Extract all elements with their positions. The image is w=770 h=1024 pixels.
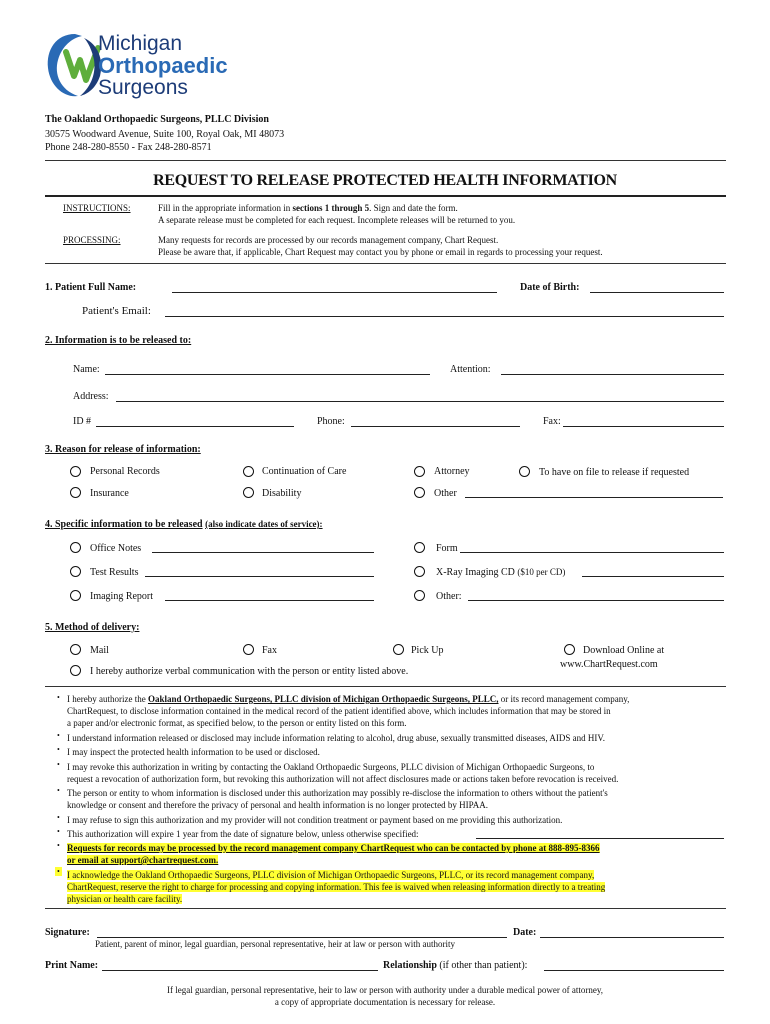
fax-label: Fax: xyxy=(543,416,561,427)
form-field[interactable] xyxy=(460,552,724,553)
divider xyxy=(45,195,726,197)
relationship-field[interactable] xyxy=(544,970,724,971)
divider xyxy=(45,263,726,264)
term-1-line1: I hereby authorize the Oakland Orthopaedic Surgeons, PLLC division of Michigan Orthopaedic Surgeons, PLLC, or its record management company, xyxy=(67,694,630,704)
attention-field[interactable] xyxy=(501,374,724,375)
bullet: • xyxy=(57,813,60,822)
insurance-radio[interactable] xyxy=(70,487,81,498)
sign-date-field[interactable] xyxy=(540,937,724,938)
bullet: • xyxy=(57,786,60,795)
fax-delivery-label: Fax xyxy=(262,645,277,656)
continuation-of-care-label: Continuation of Care xyxy=(262,466,347,477)
term-1-line2: ChartRequest, to disclose information contained in the medical record of the patient identified above, which includes information that may be stored in xyxy=(67,706,611,716)
section4-heading: 4. Specific information to be released (also indicate dates of service): xyxy=(45,519,323,530)
attention-label: Attention: xyxy=(450,364,491,375)
download-label-1: Download Online at xyxy=(583,645,665,656)
processing-line1: Many requests for records are processed by our records management company, Chart Request. xyxy=(158,235,499,245)
imaging-report-radio[interactable] xyxy=(70,590,81,601)
divider xyxy=(45,160,726,161)
section2-label: 2. Information is to be released to: xyxy=(45,335,192,346)
division-name: The Oakland Orthopaedic Surgeons, PLLC Division xyxy=(45,114,269,125)
dob-label: Date of Birth: xyxy=(520,282,580,293)
term-4-line1: I may revoke this authorization in writing by contacting the Oakland Orthopaedic Surgeons, PLLC division of Michigan Orthopaedic Surgeons, to xyxy=(67,762,595,772)
disability-radio[interactable] xyxy=(243,487,254,498)
download-radio[interactable] xyxy=(564,644,575,655)
test-results-radio[interactable] xyxy=(70,566,81,577)
patient-name-label: 1. Patient Full Name: xyxy=(45,282,137,293)
sign-date-label: Date: xyxy=(513,927,537,938)
term-5-line1: The person or entity to whom information is disclosed under this authorization may possibly re-disclose the information to others without the patient's xyxy=(67,788,608,798)
footer-line2: a copy of appropriate documentation is necessary for release. xyxy=(274,997,496,1007)
processing-label: PROCESSING: xyxy=(63,235,121,245)
on-file-label: To have on file to release if requested xyxy=(539,467,690,478)
instructions-line2: A separate release must be completed for each request. Incomplete releases will be returned to you. xyxy=(158,215,516,225)
logo-line1: Michigan xyxy=(98,32,183,55)
reason-other-label: Other xyxy=(434,488,457,499)
office-notes-label: Office Notes xyxy=(90,543,142,554)
pickup-radio[interactable] xyxy=(393,644,404,655)
logo-line2: Orthopaedic xyxy=(98,53,228,78)
section3-label: 3. Reason for release of information: xyxy=(45,444,201,455)
verbal-auth-label: I hereby authorize verbal communication with the person or entity listed above. xyxy=(90,666,409,677)
patient-email-label: Patient's Email: xyxy=(82,305,151,317)
term-1-line3: a paper and/or electronic format, as specified below, to the person or entity listed on this form. xyxy=(67,718,407,728)
reason-other-field[interactable] xyxy=(465,497,723,498)
divider xyxy=(45,908,726,909)
recipient-name-field[interactable] xyxy=(105,374,430,375)
term-4-line2: request a revocation of authorization form, but revoking this authorization will not affect disclosures made or actions taken before revocation is received. xyxy=(67,774,619,784)
attorney-radio[interactable] xyxy=(414,466,425,477)
id-label: ID # xyxy=(73,416,92,427)
fax-radio[interactable] xyxy=(243,644,254,655)
personal-records-radio[interactable] xyxy=(70,466,81,477)
attorney-label: Attorney xyxy=(434,466,470,477)
fax-field[interactable] xyxy=(563,426,724,427)
mail-label: Mail xyxy=(90,645,109,656)
signature-sub: Patient, parent of minor, legal guardian, personal representative, heir at law or person with authority xyxy=(95,939,456,949)
phone-fax: Phone 248-280-8550 - Fax 248-280-8571 xyxy=(45,142,212,153)
divider xyxy=(45,686,726,687)
disability-label: Disability xyxy=(262,488,302,499)
term-8-line1: Requests for records may be processed by the record management company ChartRequest who can be contacted by phone at 888-895-8366 xyxy=(67,843,600,853)
pickup-label: Pick Up xyxy=(411,645,444,656)
phone-field[interactable] xyxy=(351,426,520,427)
page-title: REQUEST TO RELEASE PROTECTED HEALTH INFORMATION xyxy=(153,172,617,189)
term-9-line3: physician or health care facility. xyxy=(67,894,183,904)
info-other-field[interactable] xyxy=(468,600,724,601)
term-9-line2: ChartRequest, reserve the right to charge for processing and copying information. This fee is waived when releasing information directly to a treating xyxy=(67,882,606,892)
verbal-auth-radio[interactable] xyxy=(70,665,81,676)
mail-radio[interactable] xyxy=(70,644,81,655)
processing-line2: Please be aware that, if applicable, Chart Request may contact you by phone or email in regards to processing your request. xyxy=(158,247,603,257)
bullet: • xyxy=(57,693,60,702)
test-results-label: Test Results xyxy=(90,567,139,578)
instructions-label: INSTRUCTIONS: xyxy=(63,203,131,213)
term-8-line2: or email at support@chartrequest.com. xyxy=(67,855,219,865)
office-notes-field[interactable] xyxy=(152,552,374,553)
id-field[interactable] xyxy=(96,426,294,427)
address: 30575 Woodward Avenue, Suite 100, Royal Oak, MI 48073 xyxy=(45,129,285,140)
download-label-2: www.ChartRequest.com xyxy=(560,659,658,670)
xray-cd-field[interactable] xyxy=(582,576,724,577)
term-2: I understand information released or disclosed may include information relating to alcohol, drug abuse, sexually transmitted diseases, AIDS and HIV. xyxy=(67,733,605,743)
term-3: I may inspect the protected health information to be used or disclosed. xyxy=(67,747,320,757)
term-6: I may refuse to sign this authorization and my provider will not condition treatment or payment based on me providing this authorization. xyxy=(67,815,563,825)
bullet: • xyxy=(57,827,60,836)
form-label: Form xyxy=(436,543,458,554)
term-5-line2: knowledge or consent and therefore the privacy of personal and health information is no longer protected by HIPAA. xyxy=(67,800,489,810)
xray-cd-radio[interactable] xyxy=(414,566,425,577)
recipient-address-field[interactable] xyxy=(116,401,724,402)
address-label: Address: xyxy=(73,391,109,402)
print-name-field[interactable] xyxy=(102,970,378,971)
section5-label: 5. Method of delivery: xyxy=(45,622,140,633)
bullet: • xyxy=(57,745,60,754)
info-other-label: Other: xyxy=(436,591,462,602)
recipient-name-label: Name: xyxy=(73,364,100,375)
dob-field[interactable] xyxy=(590,292,724,293)
imaging-report-field[interactable] xyxy=(165,600,374,601)
bullet: • xyxy=(57,841,60,850)
instructions-line1: Fill in the appropriate information in sections 1 through 5. Sign and date the form. xyxy=(158,203,458,213)
logo-mark-icon xyxy=(44,30,106,102)
term-9-line1: I acknowledge the Oakland Orthopaedic Surgeons, PLLC division of Michigan Orthopaedic Surgeons, PLLC, or its record management company, xyxy=(67,870,595,880)
info-other-radio[interactable] xyxy=(414,590,425,601)
personal-records-label: Personal Records xyxy=(90,466,160,477)
signature-field[interactable] xyxy=(97,937,507,938)
signature-label: Signature: xyxy=(45,927,90,938)
term-7: This authorization will expire 1 year from the date of signature below, unless otherwise specified: xyxy=(67,829,419,839)
bullet: • xyxy=(57,760,60,769)
office-notes-radio[interactable] xyxy=(70,542,81,553)
relationship-label: Relationship (if other than patient): xyxy=(383,960,528,971)
footer-line1: If legal guardian, personal representative, heir to law or person with authority under a durable medical power of attorney, xyxy=(166,985,603,995)
bullet: • xyxy=(57,731,60,740)
logo xyxy=(44,30,254,102)
on-file-radio[interactable] xyxy=(519,466,530,477)
logo-line3: Surgeons xyxy=(98,76,188,99)
insurance-label: Insurance xyxy=(90,488,129,499)
continuation-of-care-radio[interactable] xyxy=(243,466,254,477)
test-results-field[interactable] xyxy=(145,576,374,577)
expiration-field[interactable] xyxy=(476,838,724,839)
xray-cd-label: X-Ray Imaging CD ($10 per CD) xyxy=(436,567,566,578)
patient-email-field[interactable] xyxy=(165,316,724,317)
print-name-label: Print Name: xyxy=(45,960,99,971)
phone-label: Phone: xyxy=(317,416,345,427)
bullet: • xyxy=(57,867,60,876)
reason-other-radio[interactable] xyxy=(414,487,425,498)
form-radio[interactable] xyxy=(414,542,425,553)
patient-name-field[interactable] xyxy=(172,292,497,293)
imaging-report-label: Imaging Report xyxy=(90,591,154,602)
